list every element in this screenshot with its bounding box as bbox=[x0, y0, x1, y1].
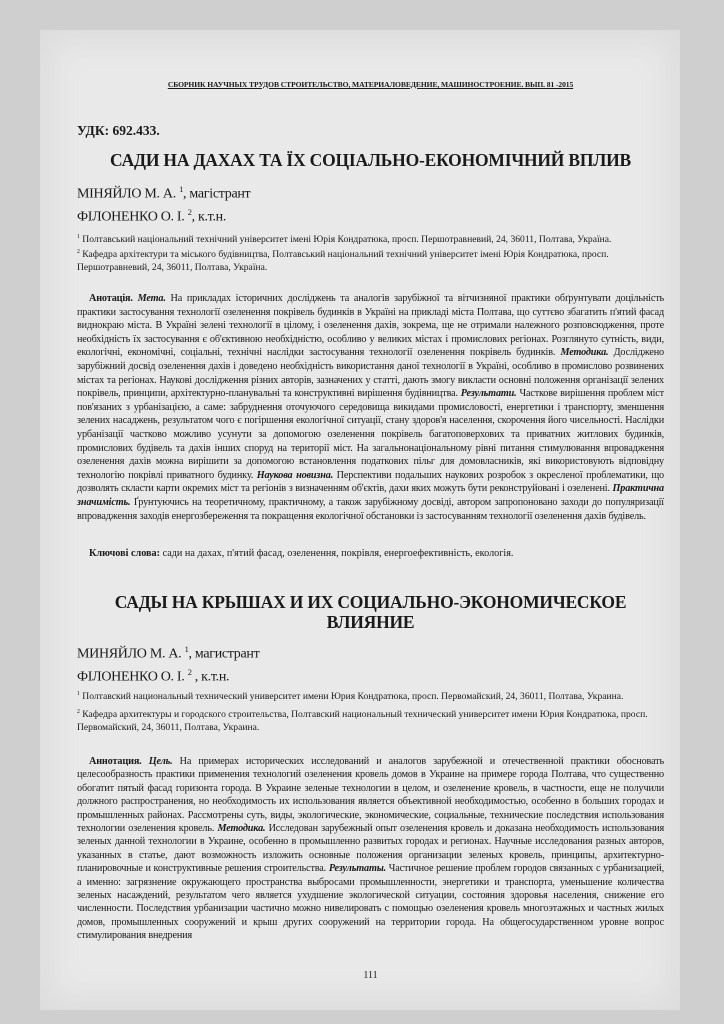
author-2: ФІЛОНЕНКО О. І. $^2$, к.т.н. bbox=[77, 207, 227, 225]
abstract-text: Частичное решение проблем городов связанных с урбанизацией, а именно: загрязнение окружающего пространства выбросами промышленности, энергетики и транспорта, уменьшение количества зеленых насаждений, результатом чего является ухудшение экологической ситуации, состояния здоровья населения, снижение его численности. Последствия урбанизации частично можно нивелировать с помощью озеленения кровель многоэтажных и частных жилых домов, промышленных сооружений и крыш других сооружений на территории города. На общегосударственном уровне вопрос стимулирования внедрения bbox=[77, 863, 664, 942]
author-1: МИНЯЙЛО М. А. $^1$, магистрант bbox=[77, 645, 260, 662]
footnote-2: $^2$ Кафедра архітектури та міського будівництва, Полтавський національний технічний університет імені Юрія Кондратюка, просп. Першотравневий, 24, 36011, Полтава, Україна. bbox=[77, 249, 609, 274]
keywords-ua: Ключові слова: сади на дахах, п'ятий фасад, озеленення, покрівля, енергоефективність, екологія. bbox=[89, 548, 514, 559]
abstract-text: Досліджено зарубіжний досвід озеленення дахів і доведено необхідність використання даної технології в Україні, особливо в промислово розвинених містах та регіонах. Наукові дослідження різних авторів, зазначених у статті, дають змогу викласти основні положення організації зелених покрівель, принципи, архітектурно-планувальні та конструктивні вирішення будівництва. bbox=[77, 347, 664, 400]
page-number: 111 bbox=[363, 970, 378, 981]
author-1: МІНЯЙЛО М. А. $^1$, магістрант bbox=[77, 185, 251, 202]
abstract-text: На прикладах історичних досліджень та аналогів зарубіжної та вітчизняної практики обґрунтувати доцільність практики застосування технології озеленення покрівель будинків в Україні на прикладі міста Полтава, що суттєво збагатить п'ятий фасад виднокраю міста. В Україні зелені технології в цілому, і озеленення дахів, зокрема, ще не отримали належного розповсюдження, проте необхідність їх застосування є об'єктивною необхідністю, особливо у великих містах і промислових регіонах. Розглянуто сутність, види, екологічні, економічні, соціальні, технічні наслідки застосування технології озеленення покрівель будинків. bbox=[77, 293, 665, 359]
running-header: СБОРНИК НАУЧНЫХ ТРУДОВ СТРОИТЕЛЬСТВО, МАТЕРИАЛОВЕДЕНИЕ, МАШИНОСТРОЕНИЕ. ВЫП. 81 -2015 bbox=[167, 80, 574, 89]
abstract-heading: Результаты. bbox=[328, 863, 387, 875]
footnote-1: $^1$ Полтавский национальный технический университет имени Юрия Кондратюка, просп. Первомайский, 24, 36011, Полтава, Украина. bbox=[77, 691, 624, 703]
abstract-text: Ґрунтуючись на теоретичному, практичному, а також зарубіжному досвіді, автором запропоновано заходи до популяризації впровадження заходів енергозбереження та покращення екологічної обстановки із застосуванням технології озеленення дахів будівель. bbox=[77, 496, 664, 522]
abstract-heading: Анотація. bbox=[89, 293, 138, 304]
udk-code: УДК: 692.433. bbox=[77, 123, 160, 138]
footnote-1: $^1$ Полтавський національний технічний університет імені Юрія Кондратюка, просп. Першотравневий, 24, 36011, Полтава, Україна. bbox=[77, 234, 612, 246]
abstract-heading: Результати. bbox=[460, 388, 517, 400]
abstract-text: На примерах исторических исследований и аналогов зарубежной и отечественной практики обосновать целесообразность практики применения технологий озеленения кровель домов в Украине на примере города Полтава, что существенно обогатит пятый фасад горизонта города. В Украине зеленые технологии в целом, и озеленение кровель, в частности, еще не получили должного распространения, но необходимость их использования является объективной необходимостью, особенно в больших городах и промышленных районах. Рассмотрены суть, виды, экологические, экономические, социальные, технические последствия использования технологии озеленения кровель. bbox=[77, 756, 664, 835]
abstract-heading: Цель. bbox=[148, 756, 173, 767]
authors-ru bbox=[77, 641, 664, 686]
author-2: ФІЛОНЕНКО О. І. $^2$ , к.т.н. bbox=[77, 667, 230, 685]
abstract-heading: Методика. bbox=[560, 347, 609, 359]
abstract-heading: Практична значимість. bbox=[77, 483, 664, 508]
abstract-text: Перспективи подальших наукових розробок з окресленої проблематики, що дозволять скласти карти окремих міст та регіонів з визначенням об'єктів, дахи яких можуть бути реконструйовані і озеленені. bbox=[77, 469, 665, 495]
abstract-text: Часткове вирішення проблем міст пов'язаних з урбанізацією, а саме: забруднення оточуючого середовища викидами промисловості, енергетики і транспорту, зменшення зелених насаджень, результатом чого є погіршення екологічної ситуації, стану здоров'я населення, скорочення його чисельності. Наслідки урбанізації частково можливо усунути за допомогою озеленення покрівель багатоповерхових та приватних житлових будинків, промислових будівель та дахів інших споруд на території міст. На загальнонаціональному рівні питання стимулювання впровадження озеленення дахів можна вирішити за допомогою встановлення податкових пільг для домовласників, які використовують відповідну технологію покрівлі приватного будинку. bbox=[77, 388, 664, 481]
abstract-heading: Методика. bbox=[217, 823, 266, 835]
footnote-2: $^2$ Кафедра архитектуры и городского строительства, Полтавский национальный технический университет имени Юрия Кондратюка, просп. Первомайский, 24, 36011, Полтава, Украина. bbox=[77, 709, 648, 734]
abstract-ua bbox=[77, 292, 664, 523]
affiliations-ua bbox=[77, 231, 664, 274]
abstract-heading: Мета. bbox=[137, 293, 166, 304]
title-ua: САДИ НА ДАХАХ ТА ЇХ СОЦІАЛЬНО-ЕКОНОМІЧНИЙ ВПЛИВ bbox=[110, 150, 631, 170]
affiliations-ru bbox=[77, 688, 664, 734]
authors-ua bbox=[77, 181, 664, 226]
title-ru: САДЫ НА КРЫШАХ И ИХ СОЦИАЛЬНО-ЭКОНОМИЧЕСКОЕ ВЛИЯНИЕ bbox=[114, 592, 627, 632]
abstract-ru bbox=[77, 755, 664, 943]
abstract-text: Исследован зарубежный опыт озеленения кровель и доказана необходимость использования зеленых данной технологии в Украине, особенно в промышленно развитых городах и регионах. Научные исследования разных авторов, указанных в статье, дают возможность изложить основные положения организации зеленых кровель, принципы, архитектурно-планировочные и конструктивные решения строительства. bbox=[77, 823, 664, 875]
abstract-heading: Аннотация. bbox=[89, 756, 149, 767]
abstract-heading: Наукова новизна. bbox=[256, 469, 334, 481]
